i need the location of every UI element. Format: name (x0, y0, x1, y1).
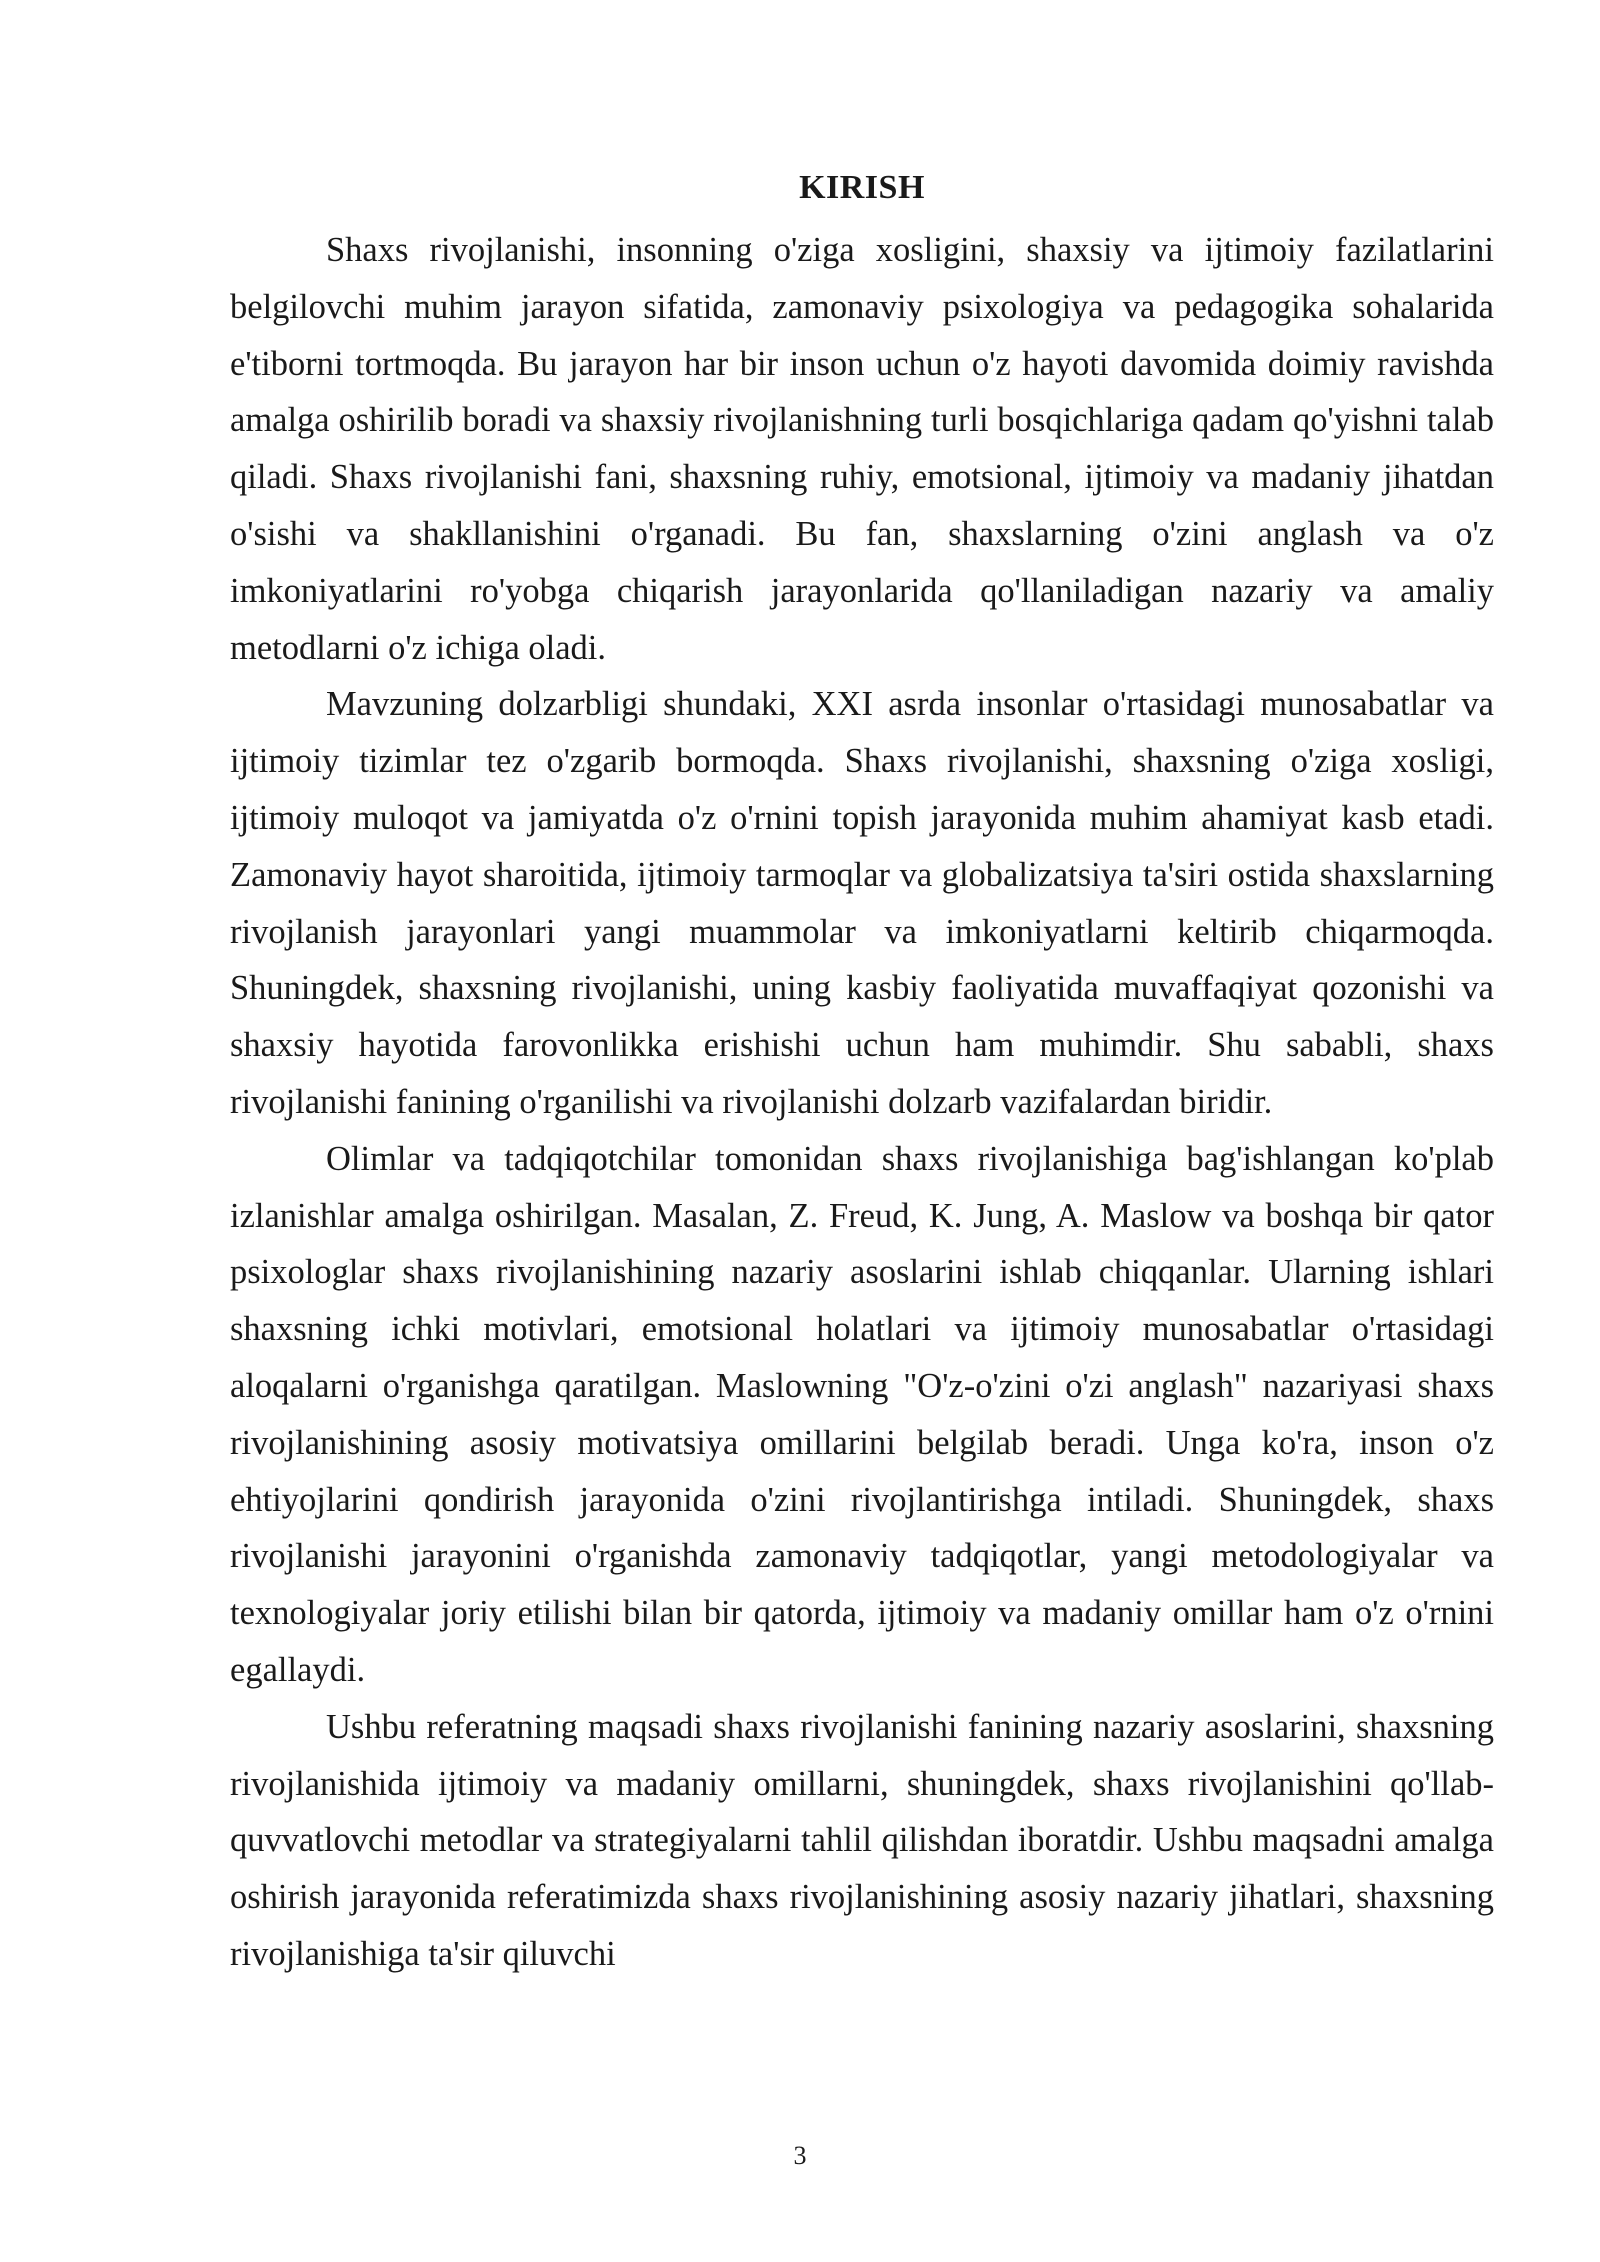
page-content (230, 160, 1494, 1983)
paragraph-relevance: Mavzuning dolzarbligi shundaki, XXI asrda insonlar o'rtasidagi munosabatlar va ijtimoiy tizimlar tez o'zgarib bormoqda. Shaxs rivojlanishi, shaxsning o'ziga xosligi, ijtimoiy muloqot va jamiyatda o'z o'rnini topish jarayonida muhim ahamiyat kasb etadi. Zamonaviy hayot sharoitida, ijtimoiy tarmoqlar va globalizatsiya ta'siri ostida shaxslarning rivojlanish jarayonlari yangi muammolar va imkoniyatlarni keltirib chiqarmoqda. Shuningdek, shaxsning rivojlanishi, uning kasbiy faoliyatida muvaffaqiyat qozonishi va shaxsiy hayotida farovonlikka erishishi uchun ham muhimdir. Shu sababli, shaxs rivojlanishi fanining o'rganilishi va rivojlanishi dolzarb vazifalardan biridir. (230, 685, 1494, 1121)
section-title: KIRISH (799, 169, 925, 206)
paragraph-aim: Ushbu referatning maqsadi shaxs rivojlanishi fanining nazariy asoslarini, shaxsning rivojlanishida ijtimoiy va madaniy omillarni, shuningdek, shaxs rivojlanishini qo'llab-quvvatlovchi metodlar va strategiyalarni tahlil qilishdan iboratdir. Ushbu maqsadni amalga oshirish jarayonida referatimizda shaxs rivojlanishining asosiy nazariy jihatlari, shaxsning rivojlanishiga ta'sir qiluvchi (230, 1707, 1494, 1973)
paragraph-intro: Shaxs rivojlanishi, insonning o'ziga xosligini, shaxsiy va ijtimoiy fazilatlarini belgilovchi muhim jarayon sifatida, zamonaviy psixologiya va pedagogika sohalarida e'tiborni tortmoqda. Bu jarayon har bir inson uchun o'z hayoti davomida doimiy ravishda amalga oshirilib boradi va shaxsiy rivojlanishning turli bosqichlariga qadam qo'yishni talab qiladi. Shaxs rivojlanishi fani, shaxsning ruhiy, emotsional, ijtimoiy va madaniy jihatdan o'sishi va shakllanishini o'rganadi. Bu fan, shaxslarning o'zini anglash va o'z imkoniyatlarini ro'yobga chiqarish jarayonlarida qo'llaniladigan nazariy va amaliy metodlarni o'z ichiga oladi. (230, 231, 1494, 667)
paragraph-scholars: Olimlar va tadqiqotchilar tomonidan shaxs rivojlanishiga bag'ishlangan ko'plab izlanishlar amalga oshirilgan. Masalan, Z. Freud, K. Jung, A. Maslow va boshqa bir qator psixologlar shaxs rivojlanishining nazariy asoslarini ishlab chiqqanlar. Ularning ishlari shaxsning ichki motivlari, emotsional holatlari va ijtimoiy munosabatlar o'rtasidagi aloqalarni o'rganishga qaratilgan. Maslowning "O'z-o'zini o'zi anglash" nazariyasi shaxs rivojlanishining asosiy motivatsiya omillarini belgilab beradi. Unga ko'ra, inson o'z ehtiyojlarini qondirish jarayonida o'zini rivojlantirishga intiladi. Shuningdek, shaxs rivojlanishi jarayonini o'rganishda zamonaviy tadqiqotlar, yangi metodologiyalar va texnologiyalar joriy etilishi bilan bir qatorda, ijtimoiy va madaniy omillar ham o'z o'rnini egallaydi. (230, 1139, 1494, 1689)
page-number: 3 (793, 2141, 807, 2170)
